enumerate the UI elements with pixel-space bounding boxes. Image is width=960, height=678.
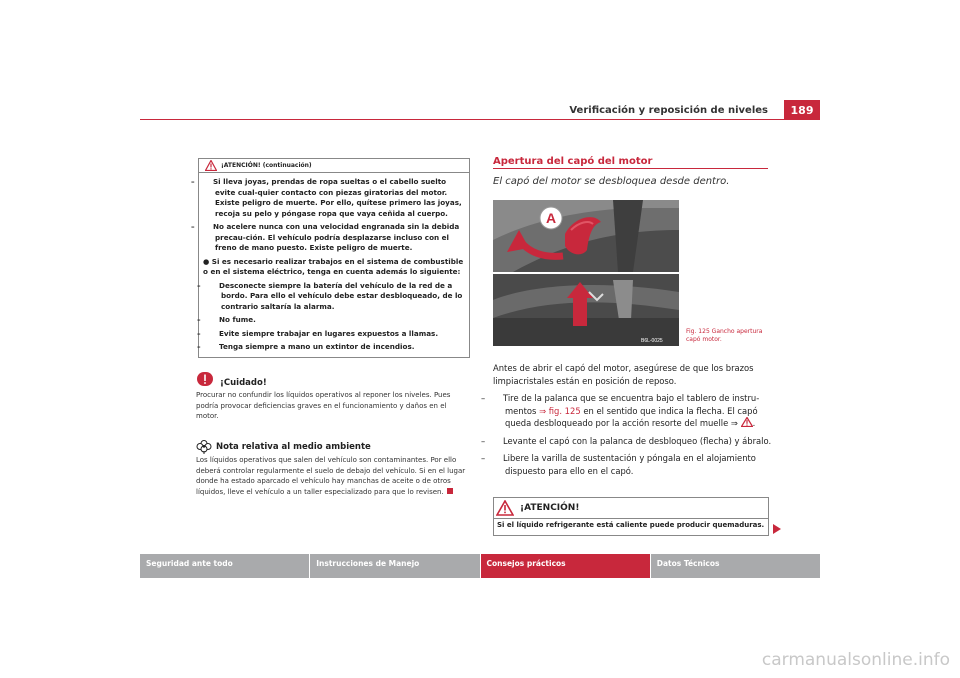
warning-triangle-icon (496, 500, 514, 516)
warning-subitem: – Tenga siempre a mano un extintor de incendios. (197, 342, 415, 351)
warning-box-label: ¡ATENCIÓN! (continuación) (221, 162, 312, 169)
tab-consejos[interactable]: Consejos prácticos (481, 554, 650, 578)
environment-title: Nota relativa al medio ambiente (216, 442, 371, 452)
figure-label-a: A (545, 210, 557, 226)
caution-heading (196, 370, 267, 388)
warning-box-body (191, 177, 467, 356)
warning-item: – No acelere nunca con una velocidad engranada sin la debida precau-ción. El vehículo podría desplazarse incluso con el freno de mano puesto. Existe peligro de muerte. (191, 222, 460, 252)
page-header-title: Verificación y reposición de niveles (569, 105, 768, 116)
section-subtitle: El capó del motor se desbloquea desde dentro. (493, 176, 730, 187)
atencion-heading (496, 500, 579, 516)
section-end-icon (447, 488, 453, 494)
watermark: carmanualsonline.info (761, 650, 950, 670)
caution-text: Procurar no confundir los líquidos operativos al reponer los niveles. Pues podría provocar deficiencias graves en el funcionamiento y daños en el motor. (196, 391, 451, 420)
intro-paragraph: Antes de abrir el capó del motor, asegúrese de que los brazos limpiacristales están en posición de reposo. (493, 363, 754, 386)
footer-navigation (140, 554, 820, 578)
hood-release-illustration (493, 200, 679, 346)
page-number: 189 (784, 100, 820, 120)
tab-datos-tecnicos[interactable]: Datos Técnicos (651, 554, 820, 578)
caution-title: ¡Cuidado! (220, 378, 267, 388)
warning-triangle-icon[interactable] (741, 417, 753, 427)
caution-exclamation-icon (196, 371, 214, 387)
step-item: – Libere la varilla de sustentación y póngala en el alojamiento dispuesto para ello en el capó. (481, 453, 756, 476)
warning-continuation-box (191, 158, 470, 358)
step-item: – Tire de la palanca que se encuentra bajo el tablero de instru-mentos ⇒ fig. 125 en el sentido que indica la flecha. El capó queda desbloqueado por la acción resorte del muelle ⇒ . (481, 393, 760, 428)
step-item: – Levante el capó con la palanca de desbloqueo (flecha) y ábralo. (481, 435, 772, 446)
header-divider (140, 119, 820, 120)
warning-item: – Si lleva joyas, prendas de ropa sueltas o el cabello suelto evite cual-quier contacto con piezas giratorias del motor. Existe peligro de muerte. Por ello, quítese primero las joyas, recoja su pelo y póngase ropa que vaya ceñida al cuerpo. (191, 177, 462, 218)
tab-seguridad[interactable]: Seguridad ante todo (140, 554, 309, 578)
warning-subitem: – No fume. (197, 315, 256, 324)
figure-caption: Fig. 125 Gancho apertura capó motor. (686, 328, 763, 343)
environment-text: Los líquidos operativos que salen del vehículo son contaminantes. Por ello deberá controlar regularmente el suelo de debajo del vehículo. Si en el lugar donde ha estado aparcado el vehículo hay manchas de aceite o de otros líquidos, lleve el vehículo a un taller especializado para que lo revisen. (196, 456, 466, 496)
continue-arrow-icon (773, 524, 781, 534)
warning-subitem: – Desconecte siempre la batería del vehículo de la red de a bordo. Para ello el vehículo debe estar desbloqueado, de lo contrario saltaría la alarma. (197, 280, 463, 311)
flower-icon (196, 440, 212, 454)
figure-code: B6L-0025 (641, 338, 663, 344)
atencion-box (493, 497, 769, 536)
environment-heading (196, 440, 371, 454)
hood-release-figure (493, 200, 679, 346)
atencion-text: Si el líquido refrigerante está caliente puede producir quemaduras. (497, 521, 765, 529)
atencion-divider (494, 518, 768, 519)
instructions-text (481, 362, 775, 482)
tab-instrucciones[interactable]: Instrucciones de Manejo (310, 554, 479, 578)
atencion-title: ¡ATENCIÓN! (520, 503, 580, 513)
warning-triangle-icon (205, 160, 217, 171)
figure-reference-link[interactable]: ⇒ fig. 125 (539, 405, 581, 416)
section-title: Apertura del capó del motor (493, 156, 653, 167)
warning-bullet: ● Si es necesario realizar trabajos en el sistema de combustible o en el sistema eléctrico, tenga en cuenta además lo siguiente: (203, 256, 464, 276)
section-divider (493, 168, 768, 169)
warning-subitem: – Evite siempre trabajar en lugares expuestos a llamas. (197, 328, 439, 338)
warning-box-header (199, 159, 469, 173)
